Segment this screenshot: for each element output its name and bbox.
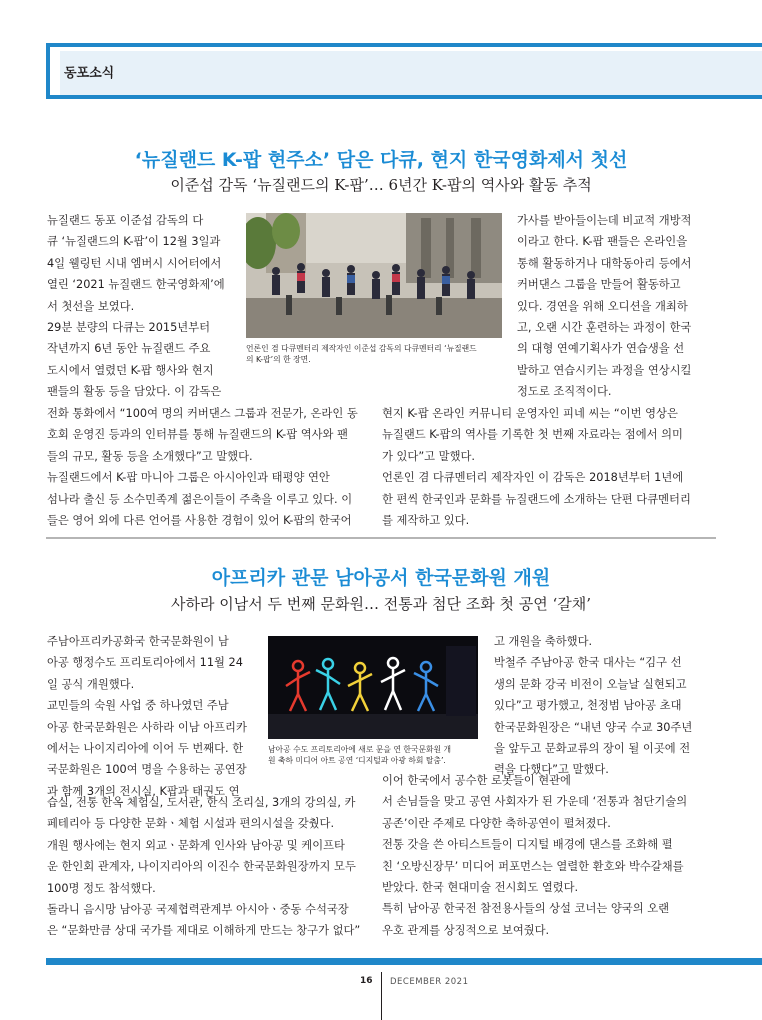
text-line: 에서는 나이지리아에 이어 두 번째다. 한 (47, 742, 244, 756)
text-line: 한국문화원장은 “내년 양국 수교 30주년 (494, 720, 693, 734)
text-line: 이어 한국에서 공수한 로봇들이 현관에 (382, 774, 571, 787)
text-line: 공존’이란 주제로 다양한 축하공연이 펼쳐졌다. (382, 816, 611, 830)
issue-label: DECEMBER 2021 (390, 977, 469, 987)
article1-col1-bottom (47, 403, 358, 531)
text-line: 들은 영어 외에 다른 언어를 사용한 경험이 있어 K-팝의 한국어 (47, 514, 352, 528)
caption-line: 언론인 겸 다큐멘터리 제작자인 이준섭 감독의 다큐멘터리 ‘뉴질랜드 (246, 344, 477, 353)
text-line: 서 첫선을 보였다. (47, 299, 135, 313)
text-line: 우호 관계를 상징적으로 보여줬다. (382, 923, 550, 937)
section-label: 동포소식 (64, 66, 115, 81)
text-line: 전통 갓을 쓴 아티스트들이 디지털 배경에 댄스를 조화해 펼 (382, 838, 673, 852)
text-line: 들의 규모, 활동 등을 소개했다”고 말했다. (47, 449, 253, 463)
text-line: 현지 K-팝 온라인 커뮤니티 운영자인 피네 씨는 “이번 영상은 (382, 407, 678, 420)
caption-line: 남아공 수도 프리토리아에 새로 문을 연 한국문화원 개 (268, 745, 452, 754)
text-line: 아공 한국문화원은 사하라 이남 아프리카 (47, 720, 247, 734)
article1-photo-caption (246, 343, 477, 365)
text-line: 호회 운영진 등과의 인터뷰를 통해 뉴질랜드의 K-팝 역사와 팬 (47, 428, 348, 442)
section-divider (46, 537, 716, 539)
text-line: 친 ‘오방신장무’ 미디어 퍼포먼스는 열렬한 환호와 박수갈채를 (382, 859, 684, 873)
text-line: 팬들의 활동 등을 담았다. 이 감독은 (47, 385, 222, 399)
text-line: 교민들의 숙원 사업 중 하나였던 주남 (47, 699, 229, 713)
text-line: 고 개원을 축하했다. (494, 635, 593, 648)
footer-divider (381, 972, 382, 1020)
text-line: 서 손님들을 맞고 공연 사회자가 된 가운데 ‘전통과 첨단기술의 (382, 795, 688, 809)
text-line: 섬나라 출신 등 소수민족계 젊은이들이 주축을 이루고 있다. 이 (47, 492, 353, 506)
text-line: 작년까지 6년 동안 뉴질랜드 주요 (47, 342, 211, 356)
text-line: 운 한인회 관계자, 나이지리아의 이진수 한국문화원장까지 모두 (47, 860, 356, 874)
text-line: 전화 통화에서 “100여 명의 커버댄스 그룹과 전문가, 온라인 동 (47, 407, 358, 420)
text-line: 뉴질랜드 K-팝의 역사를 기록한 첫 번째 자료라는 점에서 의미 (382, 428, 683, 442)
article2-title: 아프리카 관문 남아공서 한국문화원 개원 (211, 567, 551, 589)
text-line: 일 공식 개원했다. (47, 677, 135, 691)
page-number: 16 (360, 976, 373, 986)
article2-col1-bottom (47, 792, 360, 942)
article2-col1-top (47, 631, 247, 802)
text-line: 있다”고 평가했고, 천정범 남아공 초대 (494, 699, 682, 713)
text-line: 가 있다”고 말했다. (382, 449, 476, 463)
text-line: 도시에서 열렸던 K-팝 행사와 현지 (47, 363, 214, 377)
text-line: 생의 문화 강국 비전이 오늘날 실현되고 (494, 677, 687, 691)
article1-subtitle: 이준섭 감독 ‘뉴질랜드의 K-팝’… 6년간 K-팝의 역사와 활동 추적 (170, 176, 592, 194)
article1-col2-bottom (382, 403, 691, 531)
text-line: 가사를 받아들이는데 비교적 개방적 (517, 214, 692, 227)
text-line: 29분 분량의 다큐는 2015년부터 (47, 321, 211, 335)
text-line: 페테리아 등 다양한 문화ㆍ체험 시설과 편의시설을 갖췄다. (47, 817, 335, 831)
text-line: 주남아프리카공화국 한국문화원이 남 (47, 635, 229, 648)
text-line: 있다. 경연을 위해 오디션을 개최하 (517, 299, 688, 313)
text-line: 을 앞두고 문화교류의 장이 될 이곳에 전 (494, 742, 691, 756)
section-header-bar (46, 43, 762, 99)
text-line: 통해 활동하거나 대학동아리 등에서 (517, 256, 692, 270)
text-line: 개원 행사에는 현지 외교ㆍ문화계 인사와 남아공 및 케이프타 (47, 838, 345, 852)
text-line: 100명 정도 참석했다. (47, 881, 156, 895)
text-line: 열린 ‘2021 뉴질랜드 한국영화제’에 (47, 278, 225, 292)
text-line: 력을 다했다”고 말했다. (494, 763, 609, 777)
article1-col1-top (47, 210, 225, 403)
text-line: 뉴질랜드 동포 이준섭 감독의 다 (47, 214, 204, 227)
text-line: 국문화원은 100여 명을 수용하는 공연장 (47, 763, 247, 777)
article1-title: ‘뉴질랜드 K-팝 현주소’ 담은 다큐, 현지 한국영화제서 첫선 (134, 149, 628, 171)
article2-photo-caption (268, 744, 451, 766)
text-line: 이라고 한다. K-팝 팬들은 온라인을 (517, 235, 688, 249)
article2-col2-bottom (382, 770, 687, 941)
text-line: 의 대형 연예기획사가 연습생을 선 (517, 342, 685, 356)
text-line: 고, 오랜 시간 훈련하는 과정이 한국 (517, 321, 692, 335)
text-line: 박철주 주남아공 한국 대사는 “김구 선 (494, 656, 682, 670)
caption-line: 원 축하 미디어 아트 공연 ‘디지털과 아광 하회 탈춤’. (268, 756, 446, 765)
caption-line: 의 K-팝’의 한 장면. (246, 355, 311, 364)
text-line: 발하고 연습시키는 과정을 연상시킬 (517, 363, 692, 377)
text-line: 은 “문화만큼 상대 국가를 제대로 이해하게 만드는 창구가 없다” (47, 924, 361, 938)
text-line: 습실, 전통 한옥 체험실, 도서관, 한식 조리실, 3개의 강의실, 카 (47, 796, 356, 809)
article2-photo (268, 636, 478, 739)
text-line: 돌라니 음시망 남아공 국제협력관계부 아시아ㆍ중동 수석국장 (47, 903, 349, 917)
text-line: 아공 행정수도 프리토리아에서 11월 24 (47, 656, 243, 670)
text-line: 한 편씩 한국인과 문화를 뉴질랜드에 소개하는 단편 다큐멘터리 (382, 492, 691, 506)
text-line: 정도로 조직적이다. (517, 385, 612, 399)
article1-col2-top (517, 210, 691, 403)
article2-col2-top (494, 631, 692, 781)
text-line: 언론인 겸 다큐멘터리 제작자인 이 감독은 2018년부터 1년에 (382, 471, 684, 485)
text-line: 뉴질랜드에서 K-팝 마니아 그룹은 아시아인과 태평양 연안 (47, 471, 330, 485)
article2-subtitle: 사하라 이남서 두 번째 문화원… 전통과 첨단 조화 첫 공연 ‘갈채’ (171, 595, 591, 613)
article1-photo (246, 213, 502, 338)
text-line: 4일 웰링턴 시내 엠버시 시어터에서 (47, 256, 222, 270)
text-line: 커버댄스 그룹을 만들어 활동하고 (517, 278, 681, 292)
text-line: 를 제작하고 있다. (382, 514, 470, 528)
footer-bar (46, 958, 762, 965)
text-line: 과 함께 3개의 전시실, K팝과 태권도 연 (47, 784, 240, 798)
text-line: 받았다. 한국 현대미술 전시회도 열렸다. (382, 881, 579, 895)
text-line: 특히 남아공 한국전 참전용사들의 상설 코너는 양국의 오랜 (382, 902, 670, 916)
text-line: 큐 ‘뉴질랜드의 K-팝’이 12월 3일과 (47, 235, 221, 249)
